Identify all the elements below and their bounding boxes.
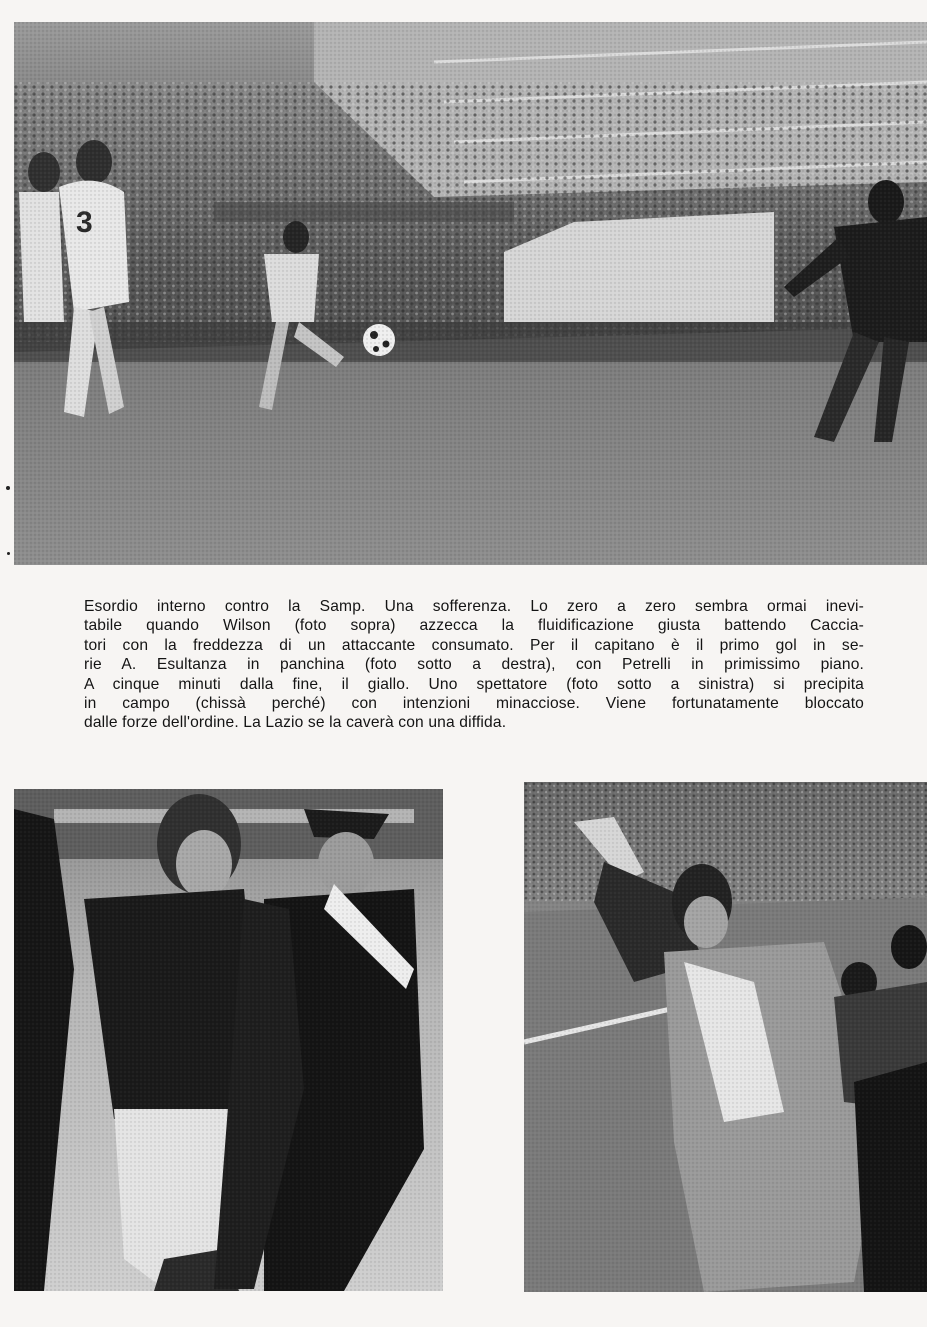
caption-line: dalle forze dell'ordine. La Lazio se la caverà con una diffida.	[84, 714, 507, 732]
caption-line: tori con la freddezza di un attaccante consumato. Per il capitano è il primo gol in se-	[84, 636, 864, 654]
photo-spectator-stopped-image	[14, 789, 443, 1291]
photo-bench-celebration-image	[524, 782, 927, 1292]
photo-match-goal	[14, 22, 927, 565]
caption-line: Esordio interno contro la Samp. Una sofferenza. Lo zero a zero sembra ormai inevi-	[84, 598, 864, 615]
caption-line: tabile quando Wilson (foto sopra) azzecca la fluidificazione giusta battendo Caccia-	[84, 617, 864, 635]
photo-caption	[84, 597, 864, 733]
margin-mark	[6, 486, 10, 490]
caption-line: rie A. Esultanza in panchina (foto sotto a destra), con Petrelli in primissimo piano.	[84, 656, 864, 674]
photo-bench-celebration	[524, 782, 927, 1292]
margin-mark	[7, 552, 10, 555]
caption-line: in campo (chissà perché) con intenzioni minacciose. Viene fortunatamente bloccato	[84, 695, 864, 713]
caption-line: A cinque minuti dalla fine, il giallo. Uno spettatore (foto sotto a sinistra) si precipita	[84, 675, 864, 693]
photo-spectator-stopped	[14, 789, 443, 1291]
photo-match-goal-image	[14, 22, 927, 565]
